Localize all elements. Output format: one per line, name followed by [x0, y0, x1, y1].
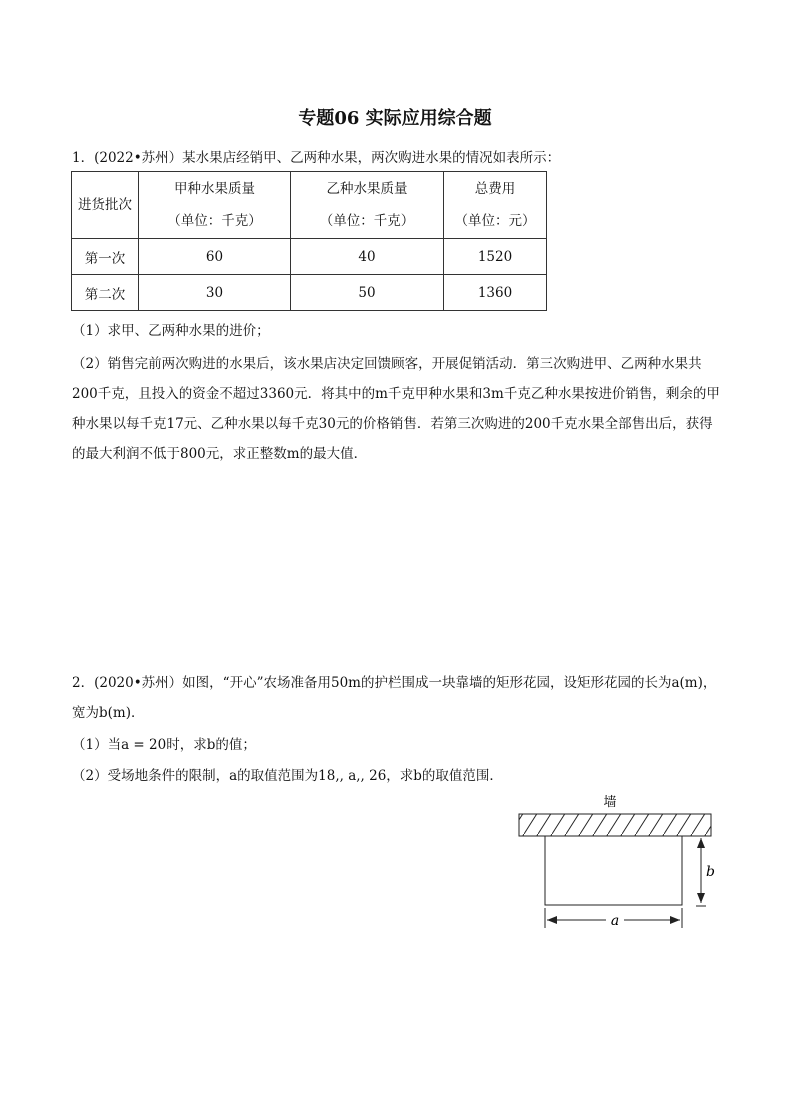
question-1-intro: 1．(2022•苏州）某水果店经销甲、乙两种水果，两次购进水果的情况如表所示：: [72, 150, 561, 166]
header-yi-label: 乙种水果质量: [326, 181, 408, 197]
table-row: [72, 275, 547, 311]
header-jia-label: 甲种水果质量: [174, 181, 255, 197]
table-row: [72, 239, 547, 275]
table-cell: 第一次: [72, 239, 139, 275]
header-jia-weight: [139, 172, 291, 239]
garden-figure: [510, 790, 720, 940]
table-cell: 第二次: [72, 275, 139, 311]
header-batch: [72, 172, 139, 239]
header-cost-unit: （单位：元）: [454, 213, 536, 229]
question-2-part-2: （2）受场地条件的限制，a的取值范围为18,, a,, 26，求b的取值范围．: [72, 768, 503, 784]
height-label: b: [706, 864, 715, 880]
arrow-down-icon: [697, 893, 705, 903]
table-cell: 60: [139, 239, 291, 275]
table-header-row: [72, 172, 547, 239]
question-2-intro: 2．(2020•苏州）如图，“开心”农场准备用50m的护栏围成一块靠墙的矩形花园，设矩形花园的长为a(m)，宽为b(m)．: [72, 675, 717, 721]
header-cost-label: 总费用: [474, 181, 516, 197]
header-jia-unit: （单位：千克）: [167, 213, 262, 229]
header-yi-unit: （单位：千克）: [319, 213, 415, 229]
purchase-table: [71, 171, 547, 311]
header-batch-label: 进货批次: [78, 197, 132, 213]
header-total-cost: [444, 172, 547, 239]
wall-label: 墙: [603, 795, 617, 810]
arrow-left-icon: [547, 916, 557, 924]
question-1-part-1: （1）求甲、乙两种水果的进价；: [72, 323, 270, 339]
question-2-part-1: （1）当a = 20时，求b的值；: [72, 737, 256, 753]
table-cell: 40: [291, 239, 444, 275]
arrow-right-icon: [670, 916, 680, 924]
garden-rectangle: [545, 836, 682, 905]
page-title: 专题06 实际应用综合题: [298, 108, 492, 129]
table-cell: 1360: [444, 275, 547, 311]
arrow-up-icon: [697, 838, 705, 848]
question-1-part-2: （2）销售完前两次购进的水果后，该水果店决定回馈顾客，开展促销活动．第三次购进甲、乙两种水果共200千克，且投入的资金不超过3360元．将其中的m千克甲种水果和3m千克乙种水果按进价销售，剩余的甲种水果以每千克17元、乙种水果以每千克30元的价格销售．若第三次购进的200千克水果全部售出后，获得的最大利润不低于800元，求正整数m的最大值．: [72, 356, 720, 462]
width-label: a: [610, 913, 620, 929]
table-cell: 30: [139, 275, 291, 311]
header-yi-weight: [291, 172, 444, 239]
wall-hatch: [519, 814, 711, 836]
table-cell: 1520: [444, 239, 547, 275]
table-cell: 50: [291, 275, 444, 311]
